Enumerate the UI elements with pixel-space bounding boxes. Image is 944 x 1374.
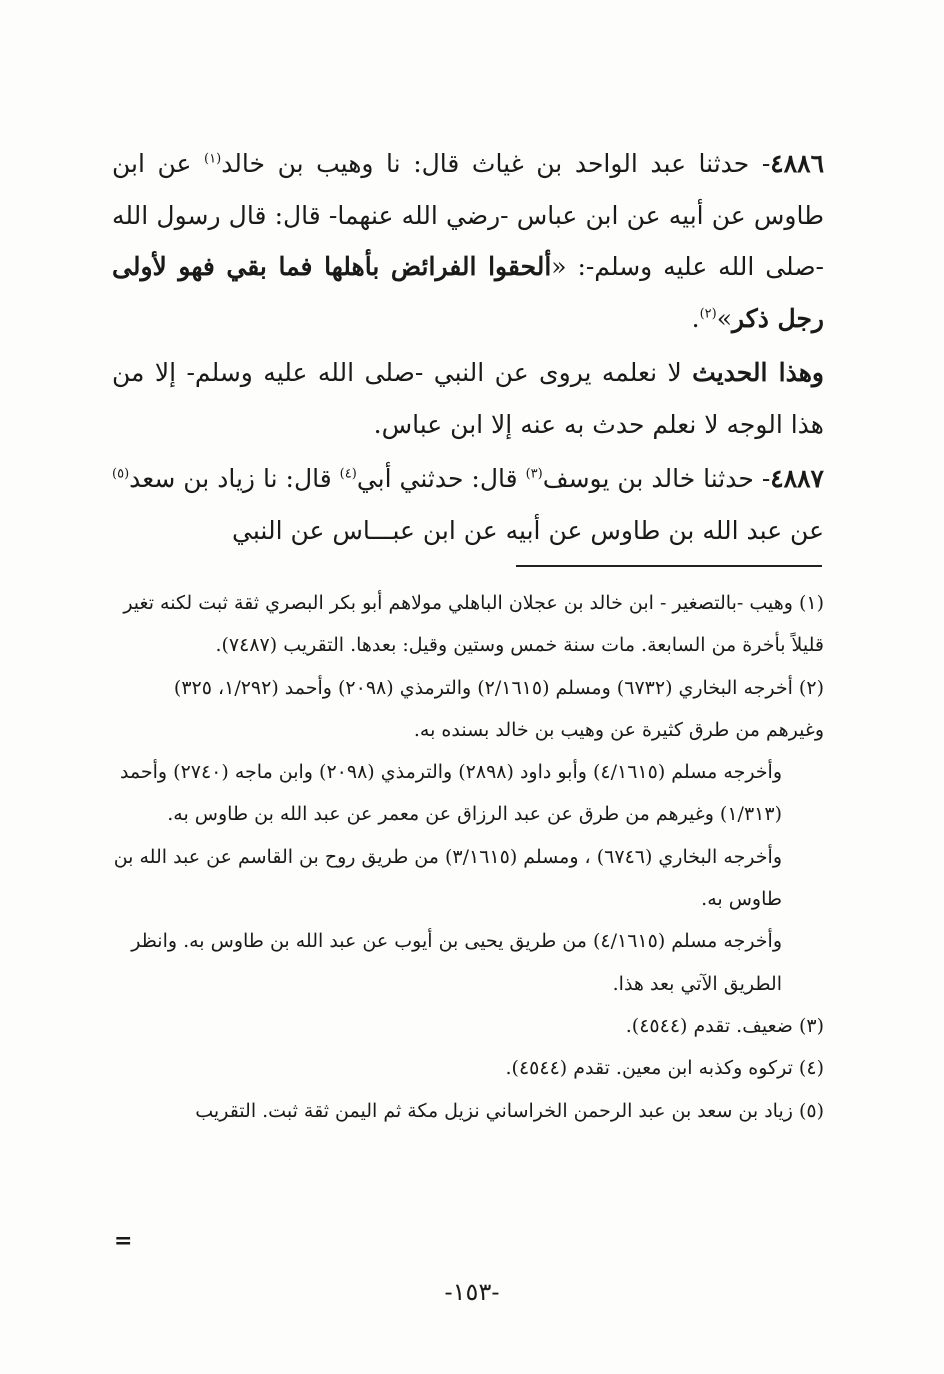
quote-mark: » xyxy=(716,303,732,333)
footnote-separator xyxy=(516,565,822,567)
hadith-text: عن ابن طاوس عن أبيه عن ابن عباس -رضي الله عنهما- قال: قال رسول الله -صلى الله عليه وسلم-: « xyxy=(112,149,825,281)
hadith-4887 xyxy=(112,453,824,556)
comment-lead: وهذا الحديث xyxy=(692,358,824,387)
hadith-number: ٤٨٨٦ xyxy=(770,149,824,178)
footnote-2-continued: وأخرجه مسلم (٤/١٦١٥) وأبو داود (٢٨٩٨) والترمذي (٢٠٩٨) وابن ماجه (٢٧٤٠) وأحمد (١/٣١٣) وغيرهم من طرق عن عبد الرزاق عن معمر عن عبد الله بن طاوس به. xyxy=(119,761,782,826)
hadith-4886 xyxy=(112,138,824,344)
hadith-text: قال: حدثني أبي xyxy=(356,464,526,493)
page-number: -١٥٣- xyxy=(444,1278,500,1306)
footnote-ref: (٢) xyxy=(699,306,717,322)
footnote-ref: (١) xyxy=(204,151,222,167)
footnote-3: (٣) ضعيف. تقدم (٤٥٤٤). xyxy=(625,1014,824,1037)
footnote-ref: (٥) xyxy=(112,466,130,482)
hadith-text: - حدثنا خالد بن يوسف xyxy=(542,464,771,493)
footnote-4: (٤) تركوه وكذبه ابن معين. تقدم (٤٥٤٤). xyxy=(505,1057,824,1080)
footnote-ref: (٣) xyxy=(525,466,543,482)
hadith-text: عن عبد الله بن طاوس عن أبيه عن ابن عبـــاس عن النبي xyxy=(232,515,824,545)
footnotes xyxy=(112,582,824,1132)
footnote-2-continued: وأخرجه البخاري (٦٧٤٦) ، ومسلم (٣/١٦١٥) من طريق روح بن القاسم عن عبد الله بن طاوس به. xyxy=(113,845,782,911)
comment-text: لا نعلمه يروى عن النبي -صلى الله عليه وسلم- إلا من هذا الوجه لا نعلم حدث به عنه إلا ابن عباس. xyxy=(112,358,824,439)
footnote-1: (١) وهيب -بالتصغير - ابن خالد بن عجلان الباهلي مولاهم أبو بكر البصري ثقة ثبت لكنه تغير قليلاً بأخرة من السابعة. مات سنة خمس وستين وقيل: بعدها. التقريب (٧٤٨٧). xyxy=(123,592,824,657)
footnote-2: (٢) أخرجه البخاري (٦٧٣٢) ومسلم (٢/١٦١٥) والترمذي (٢٠٩٨) وأحمد (١/٢٩٢، ٣٢٥) وغيرهم من طرق كثيرة عن وهيب بن خالد بسنده به. xyxy=(173,676,824,741)
footnote-5: (٥) زياد بن سعد بن عبد الرحمن الخراساني نزيل مكة ثم اليمن ثقة ثبت. التقريب xyxy=(195,1099,824,1122)
period: . xyxy=(691,303,700,333)
footnote-ref: (٤) xyxy=(339,466,357,482)
footnote-2-continued: وأخرجه مسلم (٤/١٦١٥) من طريق يحيى بن أيوب عن عبد الله بن طاوس به. وانظر الطريق الآتي بعد هذا. xyxy=(131,930,782,995)
hadith-text: - حدثنا عبد الواحد بن غياث قال: نا وهيب بن خالد xyxy=(221,149,771,178)
hadith-text: قال: نا زياد بن سعد xyxy=(129,464,340,493)
continuation-mark: = xyxy=(114,1228,133,1254)
hadith-quote: ألحقوا الفرائض بأهلها فما بقي فهو لأولى رجل ذكر xyxy=(112,252,824,333)
main-text xyxy=(112,138,824,559)
hadith-number: ٤٨٨٧ xyxy=(770,464,824,493)
author-comment xyxy=(112,347,824,450)
